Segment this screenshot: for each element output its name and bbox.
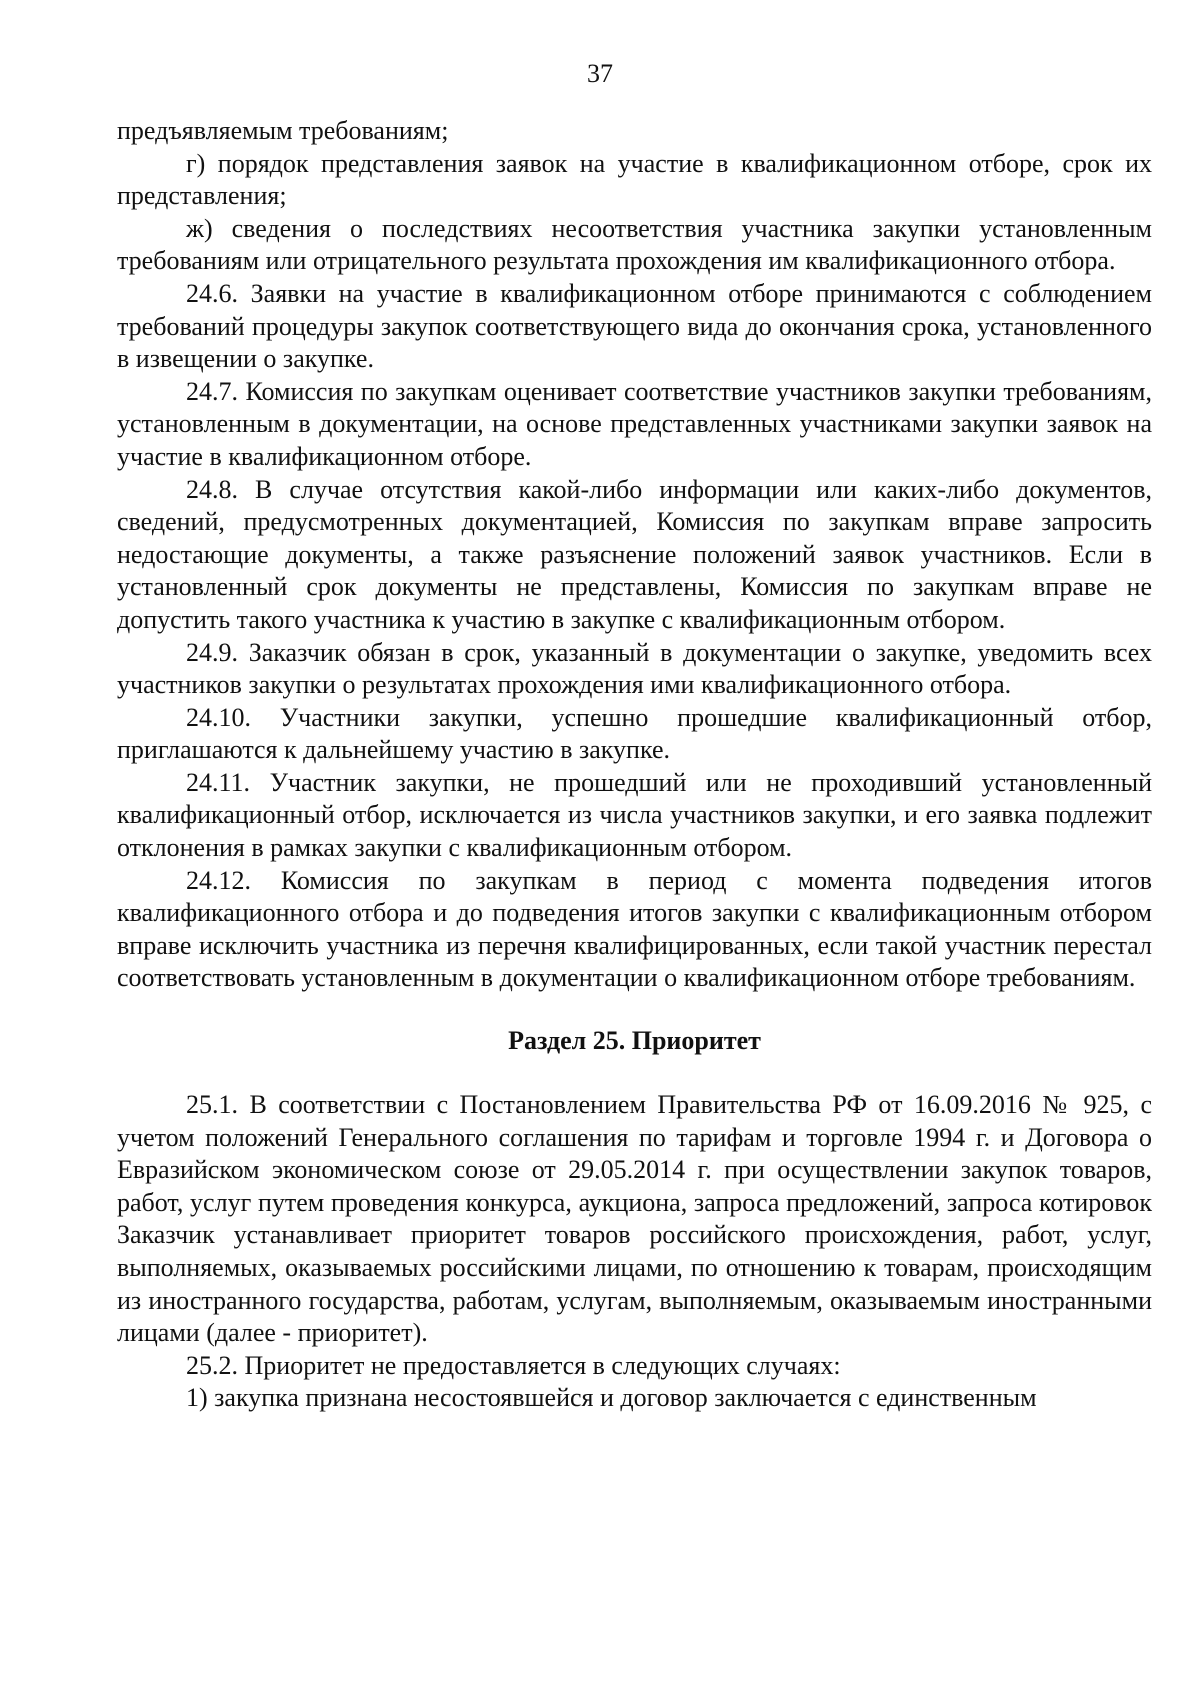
page-number: 37	[587, 59, 613, 88]
paragraph: 24.8. В случае отсутствия какой-либо информации или каких-либо документов, сведений, предусмотренных документацией, Комиссия по закупкам вправе запросить недостающие документы, а также разъяснение положений заявок участников. Если в установленный срок документы не представлены, Комиссия по закупкам вправе не допустить такого участника к участию в закупке с квалификационным отбором.	[117, 474, 1152, 634]
paragraph: 24.9. Заказчик обязан в срок, указанный в документации о закупке, уведомить всех участников закупки о результатах прохождения ими квалификационного отбора.	[117, 637, 1152, 700]
paragraphs-after-section	[117, 1089, 1152, 1415]
paragraph: г) порядок представления заявок на участие в квалификационном отборе, срок их представления;	[117, 148, 1152, 211]
paragraph: предъявляемым требованиям;	[117, 116, 449, 145]
paragraph: 24.6. Заявки на участие в квалификационном отборе принимаются с соблюдением требований процедуры закупок соответствующего вида до окончания срока, установленного в извещении о закупке.	[117, 278, 1152, 374]
paragraph: 25.2. Приоритет не предоставляется в следующих случаях:	[186, 1350, 841, 1380]
paragraph: 25.1. В соответствии с Постановлением Правительства РФ от 16.09.2016 № 925, с учетом положений Генерального соглашения по тарифам и торговле 1994 г. и Договора о Евразийском экономическом союзе от 29.05.2014 г. при осуществлении закупок товаров, работ, услуг путем проведения конкурса, аукциона, запроса предложений, запроса котировок Заказчик устанавливает приоритет товаров российского происхождения, работ, услуг, выполняемых, оказываемых российскими лицами, по отношению к товарам, происходящим из иностранного государства, работам, услугам, выполняемым, оказываемым иностранными лицами (далее - приоритет).	[117, 1090, 1152, 1348]
document-body	[117, 115, 1152, 1415]
paragraph: 24.10. Участники закупки, успешно прошедшие квалификационный отбор, приглашаются к дальнейшему участию в закупке.	[117, 702, 1152, 765]
paragraph: 1) закупка признана несостоявшейся и договор заключается с единственным	[186, 1383, 1037, 1413]
paragraph: ж) сведения о последствиях несоответствия участника закупки установленным требованиям или отрицательного результата прохождения им квалификационного отбора.	[117, 213, 1152, 276]
paragraph: 24.12. Комиссия по закупкам в период с момента подведения итогов квалификационного отбора и до подведения итогов закупки с квалификационным отбором вправе исключить участника из перечня квалифицированных, если такой участник перестал соответствовать установленным в документации о квалификационном отборе требованиям.	[117, 865, 1152, 993]
paragraphs-before-section	[117, 115, 1152, 995]
section-heading: Раздел 25. Приоритет	[508, 1026, 761, 1056]
paragraph: 24.7. Комиссия по закупкам оценивает соответствие участников закупки требованиям, установленным в документации, на основе представленных участниками закупки заявок на участие в квалификационном отборе.	[117, 376, 1152, 471]
paragraph: 24.11. Участник закупки, не прошедший или не проходивший установленный квалификационный отбор, исключается из числа участников закупки, и его заявка подлежит отклонения в рамках закупки с квалификационным отбором.	[117, 767, 1152, 863]
